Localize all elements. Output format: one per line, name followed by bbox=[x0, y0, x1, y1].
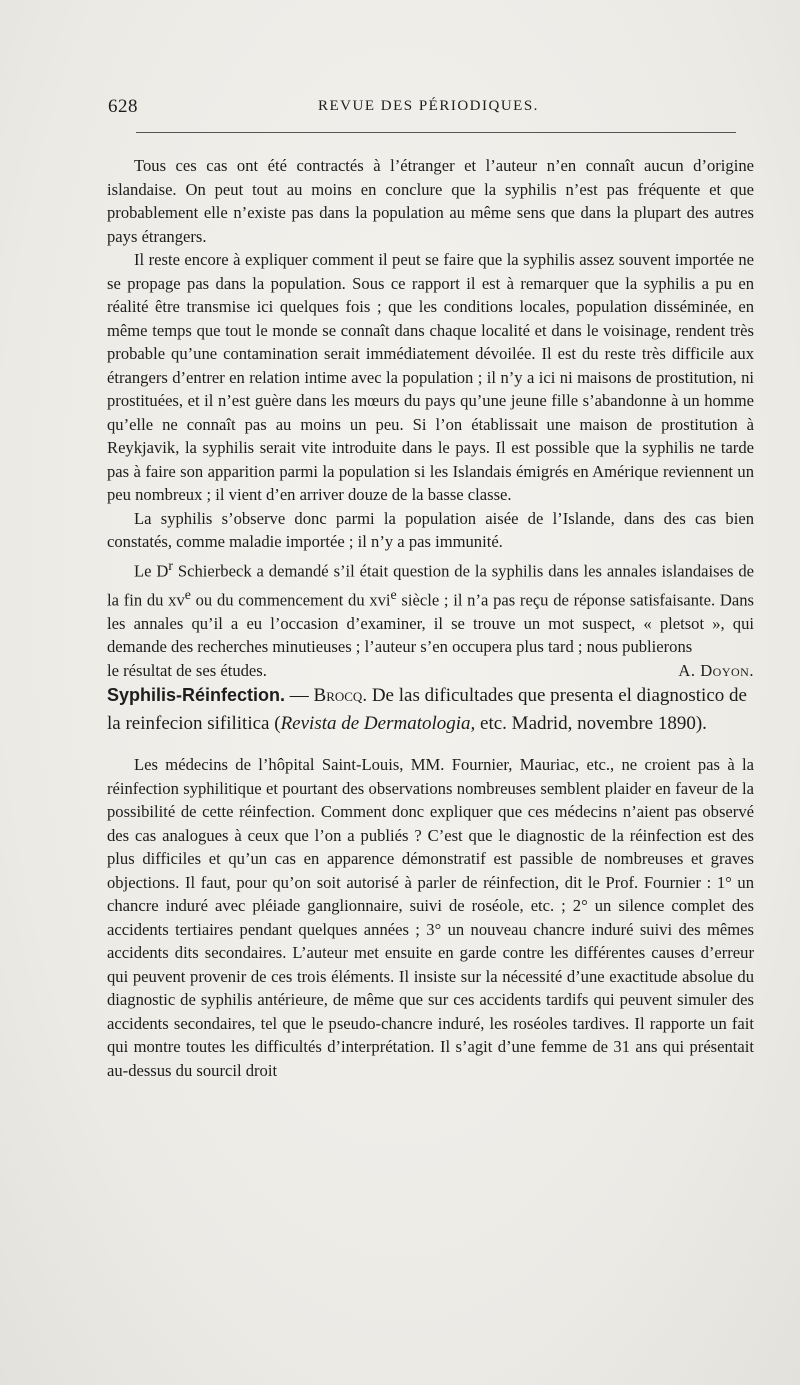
page-number: 628 bbox=[108, 96, 138, 117]
paragraph-immunity: La syphilis s’observe donc parmi la population aisée de l’Islande, dans des cas bien constatés, comme maladie importée ; il n’y a pas immunité. bbox=[107, 508, 754, 551]
running-head bbox=[108, 96, 760, 120]
spacer bbox=[107, 737, 754, 753]
article-title: Syphilis-Réinfection. — Brocq. De las dificultades que presenta el diagnostico de la reinfecion sifilitica (Revista de Dermatologia, etc. Madrid, novembre 1890). bbox=[107, 685, 747, 734]
review-name: Revista de Dermatologia, bbox=[280, 712, 476, 734]
paragraph-iceland-cases: Tous ces cas ont été contractés à l’étranger et l’auteur n’en connaît aucun d’origine islandaise. On peut tout au moins en conclure que la syphilis n’est pas fréquente et que probablement elle n’existe pas dans la population au même sens que dans la plupart des autres pays étrangers. bbox=[107, 156, 754, 246]
article-heading: Syphilis-Réinfection. bbox=[107, 685, 286, 706]
header-rule bbox=[136, 132, 736, 133]
paragraph-propagation: Il reste encore à expliquer comment il peut se faire que la syphilis assez souvent importée ne se propage pas dans la population. Sous ce rapport il est à remarquer que la syphilis a pu en réalité être transmise ici quelques fois ; que les conditions locales, population disséminée, en même temps que tout le monde se connaît dans chaque localité et dans le voisinage, rendent très probable qu’une contamination serait immédiatement dévoilée. Il est du reste très difficile aux étrangers d’entrer en relation intime avec la population ; il n’y a ici ni maisons de prostitution, ni prostituées, et il n’est guère dans les mœurs du pays qu’une jeune fille s’abandonne à un homme qu’elle ne connaît pas au moins un peu. Si l’on établissait une maison de prostitution à Reykjavik, la syphilis serait vite introduite dans le pays. Il est possible que la syphilis ne tarde pas à faire son apparition parmi la population si les Islandais émigrés en Amérique reviennent un peu nombreux ; il vient d’en arriver douze de la basse classe. bbox=[107, 250, 754, 504]
paragraph-reinfection: Les médecins de l’hôpital Saint-Louis, MM. Fournier, Mauriac, etc., ne croient pas à la réinfection syphilitique et pourtant des observations nombreuses semblent plaider en faveur de la possibilité de cette réinfection. Comment donc expliquer que ces médecins n’aient pas observé des cas analogues à ceux que l’on a publiés ? C’est que le diagnostic de la réinfection est des plus difficiles et qu’un cas en apparence démonstratif est passible de nombreuses et graves objections. Il faut, pour qu’on soit autorisé à parler de réinfection, dit le Prof. Fournier : 1° un chancre induré avec pléiade ganglionnaire, suivi de roséole, etc. ; 2° un silence complet des accidents tertiaires pendant quelques années ; 3° un nouveau chancre induré suivi des mêmes accidents dits secondaires. L’auteur met ensuite en garde contre les différentes causes d’erreur qui peuvent provenir de ces trois éléments. Il insiste sur la nécessité d’une exactitude absolue du diagnostic de syphilis antérieure, de même que sur ces accidents tardifs qui peuvent simuler des accidents secondaires, tel que le pseudo-chancre induré, les roséoles tardives. Il rapporte un fait qui montre toutes les difficultés d’interprétation. Il s’agit d’une femme de 31 ans qui présentait au-dessus du sourcil droit bbox=[107, 755, 754, 1080]
body-text bbox=[107, 154, 754, 1082]
article-author: Brocq. bbox=[313, 685, 368, 707]
author-signature: A. Doyon. bbox=[678, 660, 754, 680]
closing-line: le résultat de ses études. bbox=[107, 660, 267, 680]
journal-title: REVUE DES PÉRIODIQUES. bbox=[318, 98, 539, 114]
paragraph-schierbeck: Le $D^r$ Schierbeck a demandé s’il était question de la syphilis dans les annales islandaises de la fin du $xv^e$ ou du commencement du xvi$^e$ siècle ; il n’a pas reçu de réponse satisfaisante. Dans les annales qu’il a eu l’occasion d’examiner, il se trouve un mot suspect, « pletsot », qui demande des recherches minutieuses ; l’auteur s’en occupera plus tard ; nous publierons bbox=[107, 557, 754, 657]
signature-line bbox=[107, 659, 754, 683]
